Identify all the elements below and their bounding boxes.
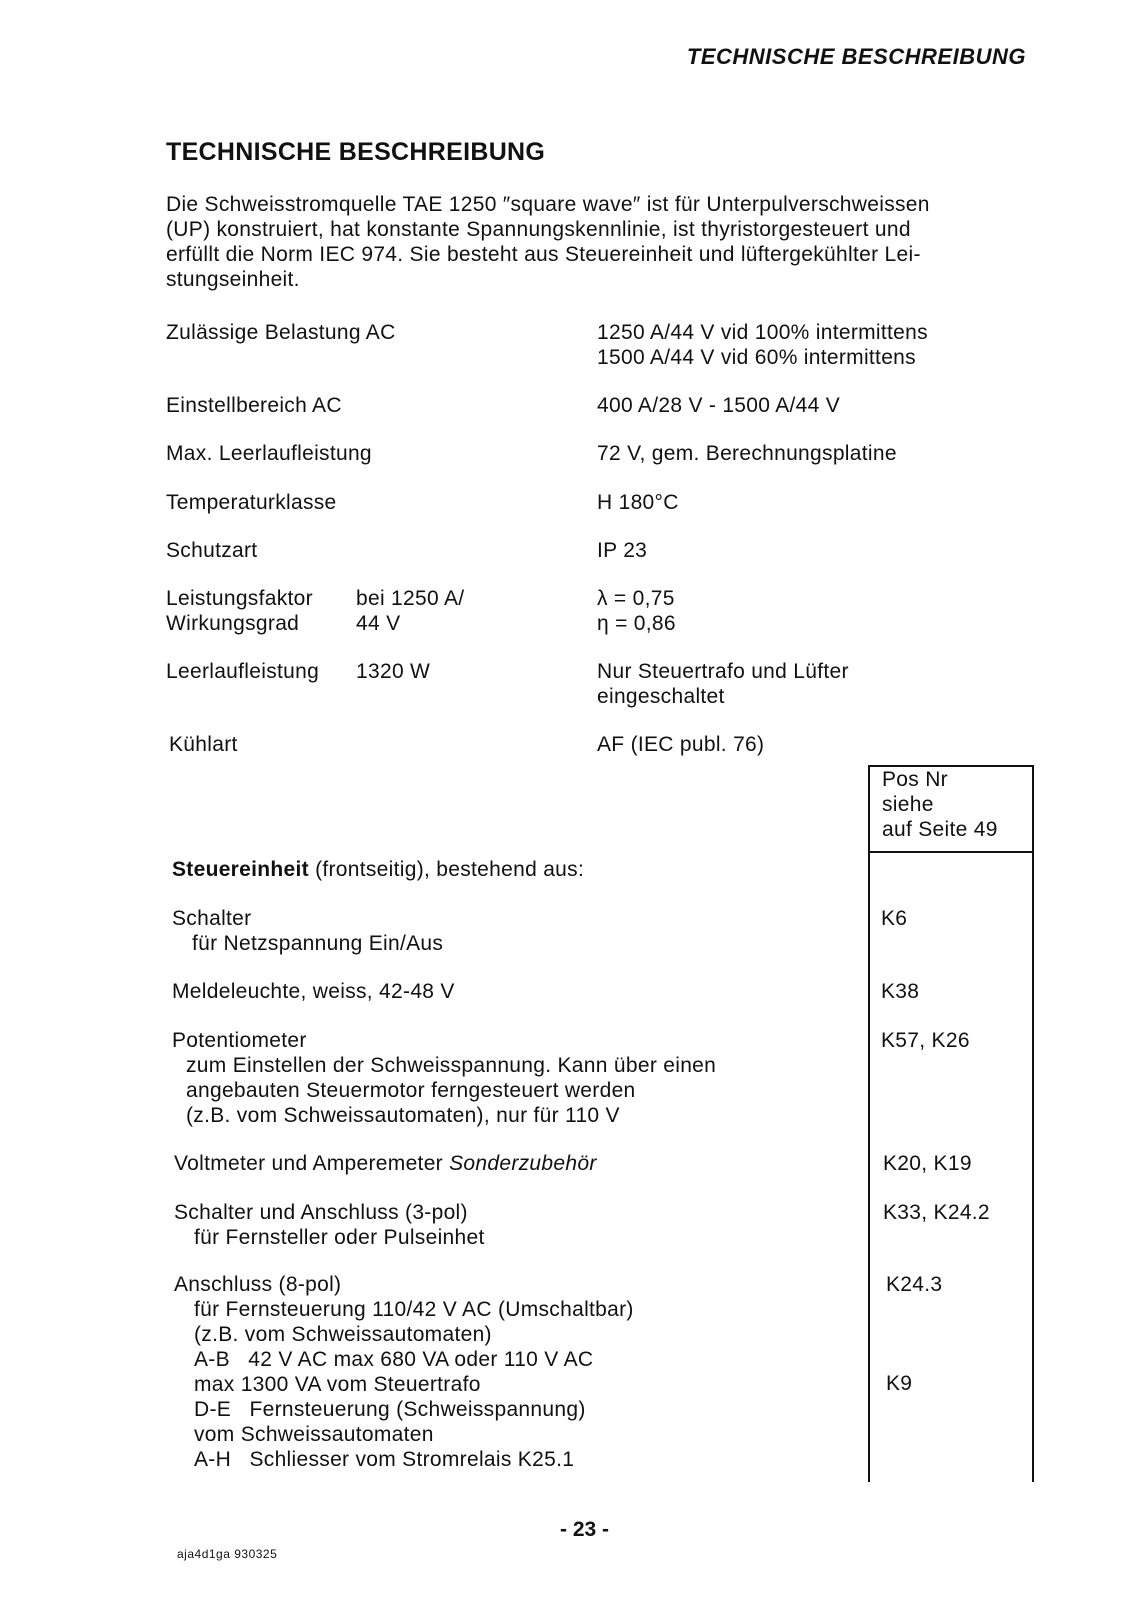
item-voltmeter [174, 1151, 597, 1176]
steuer-heading [172, 857, 584, 882]
item-sub: max 1300 VA vom Steuertrafo [194, 1373, 481, 1396]
spec-value-line: 1250 A/44 V vid 100% intermittens [597, 321, 928, 344]
spec-label-leistungsfaktor: Leistungsfaktor [166, 587, 313, 610]
spec-label-faktor [166, 586, 313, 636]
spec-value-einstell: 400 A/28 V - 1500 A/44 V [597, 394, 841, 417]
spec-label-leerlaufleistung: Leerlaufleistung [166, 660, 320, 683]
item-schalter-3pol [174, 1200, 485, 1250]
intro-line: erfüllt die Norm IEC 974. Sie besteht aus Steuereinheit und lüftergekühlter Lei- [166, 243, 921, 266]
item-sub: für Netzspannung Ein/Aus [192, 932, 444, 955]
spec-value-leerlaufleistung [597, 659, 849, 709]
item-sub: (z.B. vom Schweissautomaten), nur für 110 V [186, 1104, 620, 1127]
pos-nr-header-line: siehe [882, 793, 934, 816]
spec-value-schutzart: IP 23 [597, 539, 648, 562]
spec-condition-line: bei 1250 A/ [356, 587, 465, 610]
item-schalter [172, 906, 443, 956]
intro-line: stungseinheit. [166, 268, 300, 291]
spec-value-kuehlart: AF (IEC publ. 76) [597, 733, 765, 756]
spec-value-faktor [597, 586, 676, 636]
item-title: Voltmeter und Amperemeter [174, 1152, 450, 1175]
item-title-italic: Sonderzubehör [449, 1152, 597, 1175]
item-meldeleuchte: Meldeleuchte, weiss, 42-48 V [172, 980, 455, 1003]
spec-condition-line: 44 V [356, 612, 401, 635]
spec-label-leerlauf-max: Max. Leerlaufleistung [166, 442, 372, 465]
page-number: - 23 - [560, 1518, 610, 1541]
spec-label-wirkungsgrad: Wirkungsgrad [166, 612, 300, 635]
item-sub: für Fernsteller oder Pulseinhet [194, 1226, 485, 1249]
item-title: Potentiometer [172, 1029, 307, 1052]
intro-line: (UP) konstruiert, hat konstante Spannungskennlinie, ist thyristorgesteuert und [166, 218, 911, 241]
intro-line: Die Schweisstromquelle TAE 1250 ″square wave″ ist für Unterpulverschweissen [166, 193, 930, 216]
spec-label-kuehlart: Kühlart [169, 733, 238, 756]
item-sub: (z.B. vom Schweissautomaten) [194, 1323, 492, 1346]
spec-value-line: Nur Steuertrafo und Lüfter [597, 660, 849, 683]
pos-voltmeter: K20, K19 [883, 1152, 972, 1175]
item-title: Anschluss (8-pol) [174, 1273, 342, 1296]
intro-paragraph [166, 192, 1006, 292]
document-code: aja4d1ga 930325 [177, 1547, 278, 1561]
running-header: TECHNISCHE BESCHREIBUNG [686, 44, 1026, 69]
spec-value-line: eingeschaltet [597, 685, 725, 708]
spec-label-schutzart: Schutzart [166, 539, 258, 562]
spec-value-eta: η = 0,86 [597, 612, 676, 635]
item-anschluss-8pol [174, 1272, 634, 1472]
item-sub: angebauten Steuermotor ferngesteuert werden [186, 1079, 636, 1102]
pos-meldeleuchte: K38 [881, 980, 920, 1003]
pos-schalter: K6 [881, 907, 908, 930]
spec-label-einstell: Einstellbereich AC [166, 394, 342, 417]
steuer-heading-bold: Steuereinheit [172, 858, 309, 881]
item-sub: zum Einstellen der Schweisspannung. Kann über einen [186, 1054, 717, 1077]
spec-value-line: 1500 A/44 V vid 60% intermittens [597, 346, 916, 369]
spec-value-temperatur: H 180°C [597, 491, 679, 514]
pos-nr-header-line: Pos Nr [882, 768, 948, 791]
spec-mid-leerlaufleistung: 1320 W [356, 660, 431, 683]
spec-label-temperatur: Temperaturklasse [166, 491, 337, 514]
spec-condition [356, 586, 464, 636]
item-potentiometer [172, 1028, 716, 1128]
spec-value-lambda: λ = 0,75 [597, 587, 675, 610]
steuer-heading-rest: (frontseitig), bestehend aus: [308, 858, 585, 881]
item-sub: A-B 42 V AC max 680 VA oder 110 V AC [194, 1348, 594, 1371]
pos-nr-header [870, 767, 1032, 853]
page-title: TECHNISCHE BESCHREIBUNG [166, 138, 546, 166]
item-sub: für Fernsteuerung 110/42 V AC (Umschaltbar) [194, 1298, 634, 1321]
pos-potentiometer: K57, K26 [881, 1029, 970, 1052]
spec-label-belastung: Zulässige Belastung AC [166, 321, 396, 344]
spec-value-belastung [597, 320, 928, 370]
pos-anschluss-k9: K9 [886, 1372, 913, 1395]
item-title: Schalter [172, 907, 252, 930]
pos-nr-header-line: auf Seite 49 [882, 818, 998, 841]
item-sub: A-H Schliesser vom Stromrelais K25.1 [194, 1448, 575, 1471]
pos-anschluss-8pol: K24.3 [886, 1273, 943, 1296]
item-title: Schalter und Anschluss (3-pol) [174, 1201, 468, 1224]
pos-schalter-3pol: K33, K24.2 [883, 1201, 990, 1224]
item-sub: vom Schweissautomaten [194, 1423, 434, 1446]
item-sub: D-E Fernsteuerung (Schweisspannung) [194, 1398, 586, 1421]
spec-value-leerlauf-max: 72 V, gem. Berechnungsplatine [597, 442, 897, 465]
